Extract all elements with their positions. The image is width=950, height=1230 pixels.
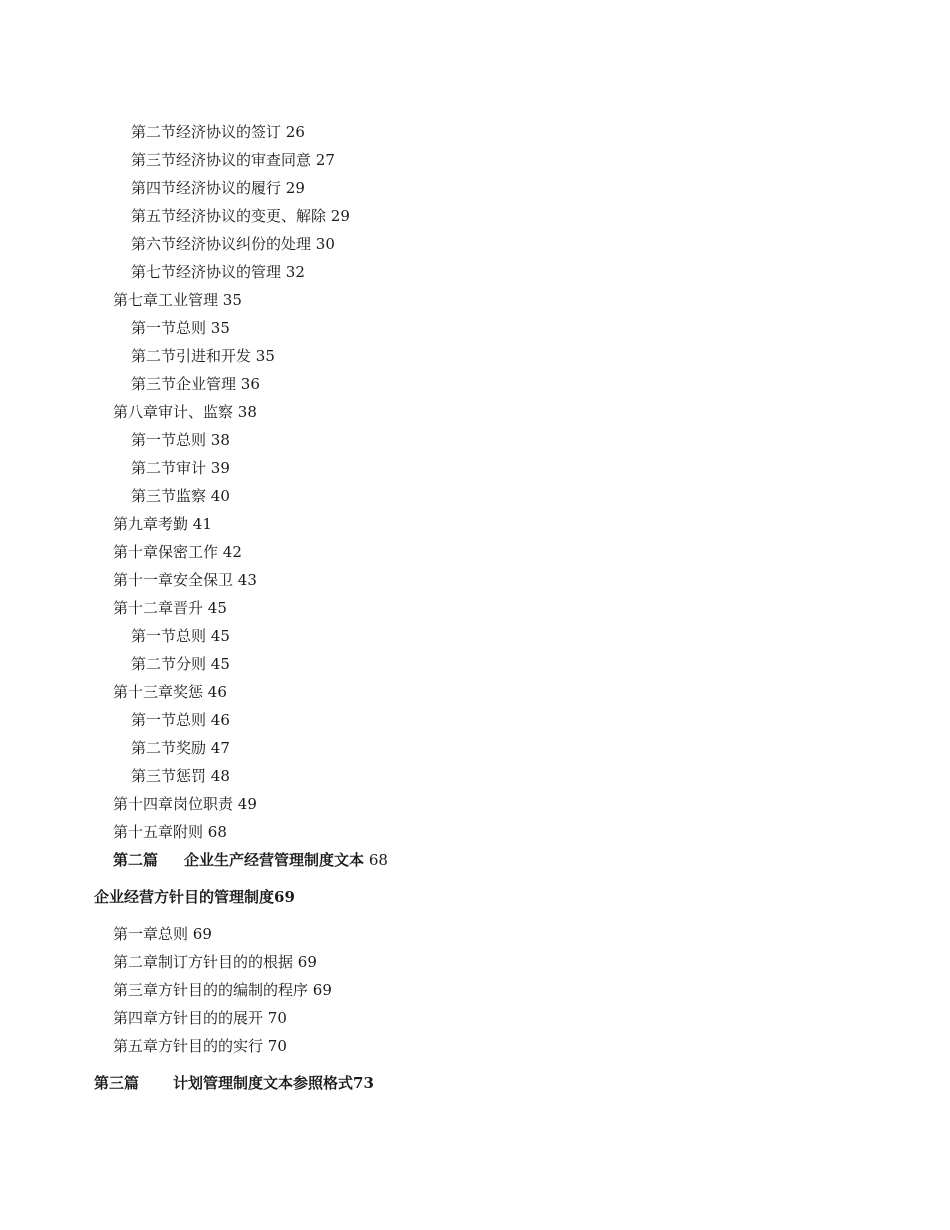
toc-chapter-title: 第三章方针目的的编制的程序 xyxy=(113,981,309,999)
toc-chapter xyxy=(113,290,242,310)
toc-chapter-title: 第十章保密工作 xyxy=(113,543,219,561)
toc-entry xyxy=(131,710,230,730)
toc-chapter xyxy=(113,980,332,1000)
toc-entry-title: 第四节经济协议的履行 xyxy=(131,179,282,197)
toc-chapter xyxy=(113,542,242,562)
toc-entry-title: 第一节总则 xyxy=(131,627,207,645)
toc-chapter-title: 第十一章安全保卫 xyxy=(113,571,234,589)
toc-chapter-title: 第八章审计、监察 xyxy=(113,403,234,421)
toc-chapter xyxy=(113,952,317,972)
toc-chapter-title: 第十五章附则 xyxy=(113,823,204,841)
toc-chapter-page: 38 xyxy=(237,403,257,421)
toc-entry-title: 第六节经济协议纠份的处理 xyxy=(131,235,312,253)
toc-entry-page: 29 xyxy=(285,179,305,197)
toc-entry xyxy=(131,178,305,198)
toc-entry xyxy=(131,766,230,786)
toc-entry-page: 38 xyxy=(210,431,230,449)
toc-entry-title: 第三节惩罚 xyxy=(131,767,207,785)
toc-chapter xyxy=(113,1036,287,1056)
toc-chapter-page: 69 xyxy=(312,981,332,999)
toc-entry-title: 第一节总则 xyxy=(131,319,207,337)
toc-entry-page: 36 xyxy=(240,375,260,393)
toc-chapter-title: 第四章方针目的的展开 xyxy=(113,1009,264,1027)
toc-entry-title: 第五节经济协议的变更、解除 xyxy=(131,207,327,225)
toc-chapter xyxy=(113,598,227,618)
toc-entry xyxy=(131,262,305,282)
toc-entry-title: 第二节审计 xyxy=(131,459,207,477)
toc-entry-page: 47 xyxy=(210,739,230,757)
toc-entry-title: 第二节引进和开发 xyxy=(131,347,252,365)
toc-part-page: 68 xyxy=(368,851,388,869)
toc-entry-page: 39 xyxy=(210,459,230,477)
toc-entry xyxy=(131,206,350,226)
toc-entry-page: 48 xyxy=(210,767,230,785)
toc-entry-title: 第一节总则 xyxy=(131,431,207,449)
toc-entry-page: 40 xyxy=(210,487,230,505)
toc-chapter-page: 43 xyxy=(237,571,257,589)
toc-entry-title: 第三节经济协议的审查同意 xyxy=(131,151,312,169)
toc-chapter-page: 42 xyxy=(222,543,242,561)
toc-entry-page: 35 xyxy=(255,347,275,365)
toc-entry xyxy=(131,318,230,338)
toc-entry xyxy=(131,234,335,254)
toc-entry xyxy=(131,430,230,450)
toc-chapter-title: 第七章工业管理 xyxy=(113,291,219,309)
toc-part-title: 企业生产经营管理制度文本 xyxy=(184,851,365,869)
toc-part-heading xyxy=(113,850,388,870)
toc-entry xyxy=(131,150,335,170)
toc-entry xyxy=(131,346,275,366)
toc-entry-title: 第二节奖励 xyxy=(131,739,207,757)
toc-part-label: 第二篇 xyxy=(113,851,159,869)
toc-section-heading xyxy=(94,887,295,907)
toc-chapter xyxy=(113,794,257,814)
toc-entry-title: 第三节监察 xyxy=(131,487,207,505)
toc-chapter-title: 第十二章晋升 xyxy=(113,599,204,617)
toc-chapter-page: 46 xyxy=(207,683,227,701)
toc-chapter-page: 49 xyxy=(237,795,257,813)
toc-entry-page: 29 xyxy=(330,207,350,225)
toc-chapter-title: 第十四章岗位职责 xyxy=(113,795,234,813)
toc-chapter-page: 68 xyxy=(207,823,227,841)
toc-part-label: 第三篇 xyxy=(94,1074,140,1092)
toc-entry-page: 46 xyxy=(210,711,230,729)
toc-entry-page: 26 xyxy=(285,123,305,141)
toc-entry xyxy=(131,486,230,506)
toc-entry xyxy=(131,458,230,478)
toc-chapter-page: 70 xyxy=(267,1009,287,1027)
toc-part-heading xyxy=(94,1073,374,1093)
toc-chapter xyxy=(113,570,257,590)
toc-chapter-page: 45 xyxy=(207,599,227,617)
toc-chapter xyxy=(113,514,212,534)
toc-entry-page: 30 xyxy=(315,235,335,253)
toc-chapter-page: 70 xyxy=(267,1037,287,1055)
toc-entry-page: 35 xyxy=(210,319,230,337)
toc-part-page: 73 xyxy=(353,1074,374,1092)
toc-chapter-page: 35 xyxy=(222,291,242,309)
toc-chapter xyxy=(113,402,257,422)
toc-section-title: 企业经营方针目的管理制度 xyxy=(94,888,275,906)
toc-entry xyxy=(131,654,230,674)
toc-chapter-title: 第二章制订方针目的的根据 xyxy=(113,953,294,971)
toc-section-page: 69 xyxy=(274,888,295,906)
toc-chapter-title: 第十三章奖惩 xyxy=(113,683,204,701)
toc-entry xyxy=(131,374,260,394)
toc-chapter xyxy=(113,1008,287,1028)
toc-entry-page: 27 xyxy=(315,151,335,169)
toc-entry-title: 第三节企业管理 xyxy=(131,375,237,393)
toc-entry xyxy=(131,626,230,646)
toc-entry-page: 45 xyxy=(210,655,230,673)
toc-entry-page: 32 xyxy=(285,263,305,281)
toc-chapter-page: 41 xyxy=(192,515,212,533)
toc-chapter-page: 69 xyxy=(192,925,212,943)
toc-entry-title: 第一节总则 xyxy=(131,711,207,729)
toc-entry xyxy=(131,122,305,142)
toc-chapter-title: 第九章考勤 xyxy=(113,515,189,533)
toc-entry-title: 第七节经济协议的管理 xyxy=(131,263,282,281)
toc-part-title: 计划管理制度文本参照格式 xyxy=(173,1074,354,1092)
toc-entry-title: 第二节经济协议的签订 xyxy=(131,123,282,141)
toc-chapter-page: 69 xyxy=(297,953,317,971)
toc-chapter xyxy=(113,924,212,944)
toc-entry xyxy=(131,738,230,758)
toc-chapter-title: 第五章方针目的的实行 xyxy=(113,1037,264,1055)
toc-entry-page: 45 xyxy=(210,627,230,645)
toc-chapter xyxy=(113,822,227,842)
toc-entry-title: 第二节分则 xyxy=(131,655,207,673)
toc-chapter xyxy=(113,682,227,702)
toc-chapter-title: 第一章总则 xyxy=(113,925,189,943)
